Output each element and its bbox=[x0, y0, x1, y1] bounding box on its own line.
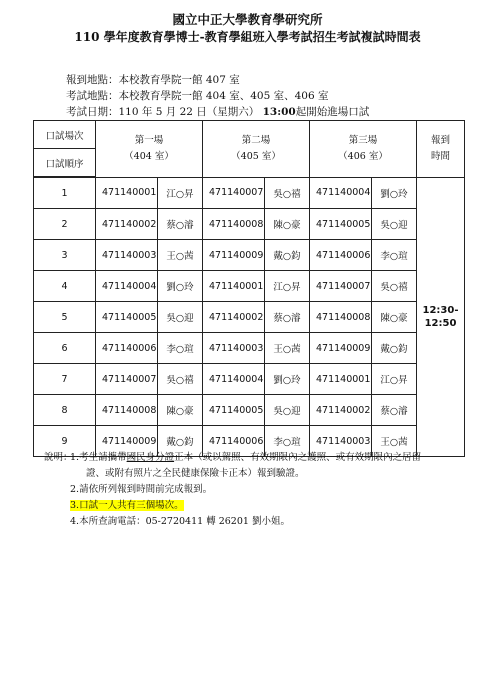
cell-id: 471140006 bbox=[310, 240, 372, 271]
exam-time: 13:00 bbox=[262, 106, 296, 118]
schedule-table bbox=[33, 120, 465, 457]
cell-name: 江○昇 bbox=[158, 177, 203, 209]
cell-id: 471140008 bbox=[310, 302, 372, 333]
row-order: 9 bbox=[34, 426, 96, 457]
cell-id: 471140009 bbox=[203, 240, 265, 271]
note-1-cont: 證、或附有照片之全民健康保險卡正本）報到驗證。 bbox=[86, 468, 305, 479]
exam-time-suffix: 起開始進場口試 bbox=[295, 106, 370, 118]
cell-id: 471140004 bbox=[203, 364, 265, 395]
header-session-2 bbox=[203, 121, 310, 178]
row-order: 1 bbox=[34, 177, 96, 209]
table-row bbox=[34, 177, 465, 209]
cell-id: 471140006 bbox=[96, 333, 158, 364]
cell-id: 471140008 bbox=[96, 395, 158, 426]
note-1-id-card: 國民身分證 bbox=[126, 452, 175, 463]
row-order: 8 bbox=[34, 395, 96, 426]
cell-id: 471140003 bbox=[96, 240, 158, 271]
cell-name: 劉○玲 bbox=[265, 364, 310, 395]
table-row bbox=[34, 364, 465, 395]
cell-name: 蔡○濬 bbox=[158, 209, 203, 240]
note-3 bbox=[70, 498, 464, 514]
table-row bbox=[34, 302, 465, 333]
table-row bbox=[34, 395, 465, 426]
cell-id: 471140009 bbox=[96, 426, 158, 457]
report-time-end: 12:50 bbox=[424, 317, 457, 329]
cell-name: 戴○鈞 bbox=[158, 426, 203, 457]
cell-name: 蔡○濬 bbox=[372, 395, 417, 426]
cell-name: 吳○禧 bbox=[372, 271, 417, 302]
report-time bbox=[417, 177, 465, 457]
note-4: 4.本所查詢電話：05-2720411 轉 26201 劉小姐。 bbox=[70, 516, 290, 527]
cell-name: 吳○禧 bbox=[158, 364, 203, 395]
cell-name: 李○瑄 bbox=[265, 426, 310, 457]
note-1-a: 1.考生請攜帶 bbox=[70, 452, 127, 463]
header-report-time bbox=[417, 121, 465, 178]
page-title: 國立中正大學教育學研究所 bbox=[172, 12, 323, 27]
row-order: 6 bbox=[34, 333, 96, 364]
cell-name: 劉○玲 bbox=[372, 177, 417, 209]
cell-id: 471140003 bbox=[310, 426, 372, 457]
table-row bbox=[34, 271, 465, 302]
cell-id: 471140002 bbox=[96, 209, 158, 240]
notes-body bbox=[70, 450, 464, 530]
note-3-highlight: 3.口試一人共有三個場次。 bbox=[70, 500, 184, 511]
header-order-label: 口試順序 bbox=[34, 149, 96, 178]
cell-id: 471140002 bbox=[310, 395, 372, 426]
session-2-name: 第二場 bbox=[241, 134, 271, 146]
session-3-room: （406 室） bbox=[338, 150, 388, 162]
cell-name: 蔡○濬 bbox=[265, 302, 310, 333]
cell-name: 陳○豪 bbox=[372, 302, 417, 333]
header-session-1 bbox=[96, 121, 203, 178]
cell-id: 471140002 bbox=[203, 302, 265, 333]
cell-name: 江○昇 bbox=[265, 271, 310, 302]
cell-name: 陳○豪 bbox=[265, 209, 310, 240]
cell-name: 吳○禧 bbox=[265, 177, 310, 209]
cell-id: 471140001 bbox=[203, 271, 265, 302]
cell-id: 471140008 bbox=[203, 209, 265, 240]
exam-date bbox=[66, 104, 369, 119]
cell-name: 戴○鈞 bbox=[372, 333, 417, 364]
cell-id: 471140009 bbox=[310, 333, 372, 364]
cell-id: 471140001 bbox=[96, 177, 158, 209]
row-order: 5 bbox=[34, 302, 96, 333]
report-place: 報到地點：本校教育學院一館 407 室 bbox=[66, 74, 240, 86]
cell-id: 471140007 bbox=[96, 364, 158, 395]
session-3-name: 第三場 bbox=[348, 134, 378, 146]
note-2: 2.請依所列報到時間前完成報到。 bbox=[70, 484, 213, 495]
row-order: 7 bbox=[34, 364, 96, 395]
cell-name: 吳○迎 bbox=[372, 209, 417, 240]
cell-name: 吳○迎 bbox=[265, 395, 310, 426]
cell-id: 471140005 bbox=[310, 209, 372, 240]
cell-name: 戴○鈞 bbox=[265, 240, 310, 271]
cell-id: 471140007 bbox=[203, 177, 265, 209]
cell-id: 471140005 bbox=[96, 302, 158, 333]
row-order: 4 bbox=[34, 271, 96, 302]
exam-place: 考試地點：本校教育學院一館 404 室、405 室、406 室 bbox=[66, 90, 329, 102]
cell-id: 471140005 bbox=[203, 395, 265, 426]
session-2-room: （405 室） bbox=[231, 150, 281, 162]
report-header-1: 報到 bbox=[430, 134, 450, 146]
cell-id: 471140004 bbox=[310, 177, 372, 209]
cell-name: 吳○迎 bbox=[158, 302, 203, 333]
row-order: 2 bbox=[34, 209, 96, 240]
notes-lead: 說明： bbox=[44, 452, 73, 463]
cell-name: 王○茜 bbox=[265, 333, 310, 364]
cell-name: 陳○豪 bbox=[158, 395, 203, 426]
table-row bbox=[34, 333, 465, 364]
row-order: 3 bbox=[34, 240, 96, 271]
cell-name: 江○昇 bbox=[372, 364, 417, 395]
cell-name: 王○茜 bbox=[372, 426, 417, 457]
report-header-2: 時間 bbox=[430, 150, 450, 162]
table-row bbox=[34, 240, 465, 271]
report-time-start: 12:30- bbox=[422, 304, 459, 316]
session-1-name: 第一場 bbox=[134, 134, 164, 146]
cell-id: 471140007 bbox=[310, 271, 372, 302]
cell-id: 471140003 bbox=[203, 333, 265, 364]
header-session-3 bbox=[310, 121, 417, 178]
page-subtitle: 110 學年度教育學博士-教育學組班入學考試招生考試複試時間表 bbox=[74, 30, 421, 44]
cell-name: 李○瑄 bbox=[372, 240, 417, 271]
cell-id: 471140004 bbox=[96, 271, 158, 302]
note-1-c: 正本（或以駕照、有效期限內之護照、或有效期限內之居留 bbox=[174, 452, 422, 463]
exam-date-text: 考試日期：110 年 5 月 22 日（星期六） bbox=[66, 106, 260, 118]
cell-name: 王○茜 bbox=[158, 240, 203, 271]
note-1 bbox=[70, 450, 464, 466]
cell-name: 劉○玲 bbox=[158, 271, 203, 302]
header-session-label: 口試場次 bbox=[34, 121, 96, 149]
cell-name: 李○瑄 bbox=[158, 333, 203, 364]
session-1-room: （404 室） bbox=[124, 150, 174, 162]
table-row bbox=[34, 209, 465, 240]
cell-id: 471140001 bbox=[310, 364, 372, 395]
cell-id: 471140006 bbox=[203, 426, 265, 457]
